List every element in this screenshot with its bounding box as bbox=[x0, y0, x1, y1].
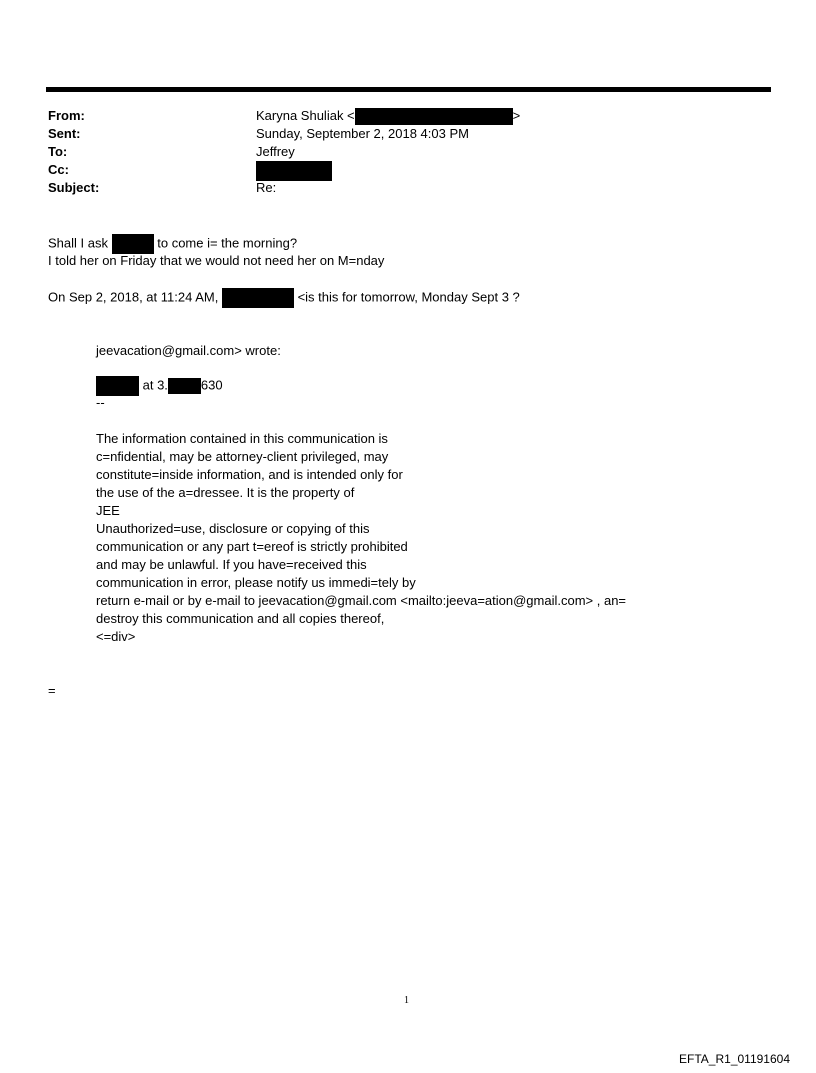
body-text: Shall I ask bbox=[48, 235, 108, 251]
disclaimer-line: destroy this communication and all copies thereof, bbox=[96, 611, 385, 626]
wrote-line: jeevacation@gmail.com> wrote: bbox=[96, 343, 281, 358]
document-id: EFTA_R1_01191604 bbox=[679, 1052, 790, 1066]
from-close: > bbox=[512, 108, 521, 123]
disclaimer-line: return e-mail or by e-mail to jeevacation@gmail.com <mailto:jeeva=ation@gmail.com> , an= bbox=[96, 593, 627, 608]
redaction-block bbox=[168, 378, 201, 394]
quote-header bbox=[48, 288, 520, 308]
disclaimer-line: Unauthorized=use, disclosure or copying of this bbox=[96, 521, 370, 536]
redaction-block bbox=[222, 288, 294, 308]
quote-text: On Sep 2, 2018, at 11:24 AM, bbox=[48, 289, 219, 305]
quoted-text: 630 bbox=[200, 377, 223, 393]
to-label: To: bbox=[48, 144, 68, 159]
trailing-char: = bbox=[48, 683, 56, 698]
quoted-message bbox=[96, 376, 223, 396]
disclaimer-line: constitute=inside information, and is intended only for bbox=[96, 467, 403, 482]
disclaimer-line: communication or any part t=ereof is strictly prohibited bbox=[96, 539, 408, 554]
body-line-2: I told her on Friday that we would not need her on M=nday bbox=[48, 253, 385, 268]
from-label: From: bbox=[48, 108, 85, 123]
cc-label: Cc: bbox=[48, 162, 69, 177]
disclaimer-line: and may be unlawful. If you have=received this bbox=[96, 557, 367, 572]
cc-value bbox=[256, 161, 332, 181]
disclaimer-line: JEE bbox=[96, 503, 120, 518]
quoted-text: at 3. bbox=[142, 377, 168, 393]
signature-dashes: -- bbox=[96, 395, 105, 410]
from-value bbox=[256, 107, 520, 125]
disclaimer-line: communication in error, please notify us immedi=tely by bbox=[96, 575, 416, 590]
redaction-block bbox=[256, 161, 332, 181]
sent-label: Sent: bbox=[48, 126, 81, 141]
subject-value: Re: bbox=[256, 180, 277, 195]
body-line-1 bbox=[48, 234, 297, 254]
redaction-block bbox=[355, 108, 513, 125]
disclaimer-line: <=div> bbox=[96, 629, 136, 644]
sent-value: Sunday, September 2, 2018 4:03 PM bbox=[256, 126, 469, 141]
subject-label: Subject: bbox=[48, 180, 100, 195]
body-text: to come i= the morning? bbox=[157, 235, 298, 251]
redaction-block bbox=[112, 234, 154, 254]
disclaimer-line: the use of the a=dressee. It is the property of bbox=[96, 485, 355, 500]
disclaimer-line: c=nfidential, may be attorney-client privileged, may bbox=[96, 449, 389, 464]
redaction-block bbox=[96, 376, 139, 396]
to-value: Jeffrey bbox=[256, 144, 295, 159]
from-sender: Karyna Shuliak < bbox=[256, 108, 355, 123]
disclaimer-line: The information contained in this communication is bbox=[96, 431, 388, 446]
page-number: 1 bbox=[404, 995, 409, 1006]
quote-text: <is this for tomorrow, Monday Sept 3 ? bbox=[297, 289, 520, 305]
header-rule bbox=[46, 87, 771, 92]
